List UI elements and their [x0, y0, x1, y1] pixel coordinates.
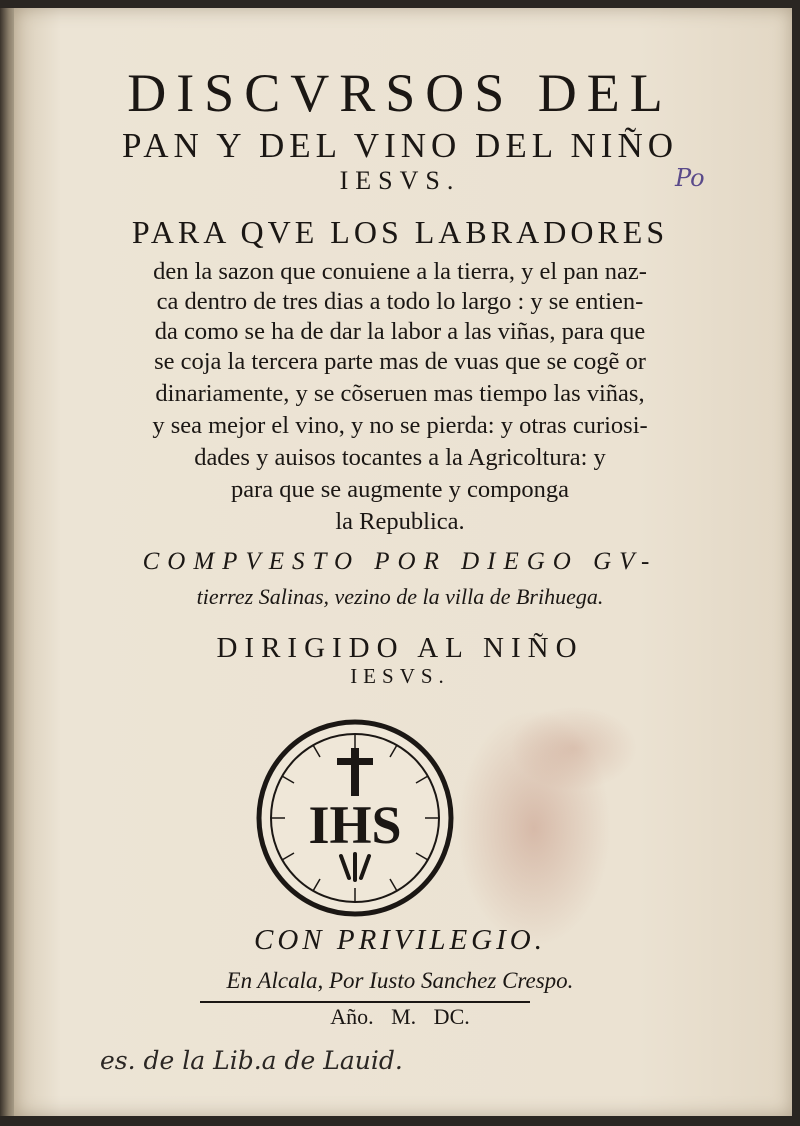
dedication-line-2: IESVS.	[350, 664, 450, 688]
imprint-year: Año. M. DC.	[330, 1004, 470, 1029]
body-line: y sea mejor el vino, y no se pierda: y otras curiosi-	[152, 412, 648, 439]
body-line: dades y auisos tocantes a la Agricoltura: y	[194, 444, 606, 471]
body-line: se coja la tercera parte mas de vuas que se cogẽ or	[154, 348, 646, 375]
body-line: da como se ha de dar la labor a las viñas, para que	[154, 318, 646, 345]
body-line: den la sazon que conuiene a la tierra, y el pan naz-	[153, 258, 647, 285]
margin-annotation: Po	[675, 164, 705, 192]
title-line-1: DISCVRSOS DEL	[127, 63, 673, 123]
handwritten-ownership-note: es. de la Lib.a de Lauid.	[100, 1046, 403, 1075]
imprint-rule	[200, 1001, 530, 1003]
title-line-3: IESVS.	[339, 166, 461, 195]
author-line-1: COMPVESTO POR DIEGO GV-	[142, 548, 658, 575]
imprint-place: En Alcala, Por Iusto Sanchez Crespo.	[226, 968, 574, 993]
body-line: la Republica.	[335, 508, 465, 535]
body-line: para que se augmente y componga	[230, 476, 570, 503]
body-line: dinariamente, y se cõseruen mas tiempo las viñas,	[155, 380, 645, 407]
author-line-2: tierrez Salinas, vezino de la villa de Brihuega.	[196, 584, 604, 609]
ihs-seal-emblem	[255, 718, 455, 918]
subtitle-caps: PARA QVE LOS LABRADORES	[131, 214, 669, 250]
ihs-monogram: IHS	[308, 795, 402, 855]
privilege-line: CON PRIVILEGIO.	[254, 924, 546, 956]
title-line-2: PAN Y DEL VINO DEL NIÑO	[121, 126, 679, 165]
body-line: ca dentro de tres dias a todo lo largo : y se entien-	[156, 288, 644, 315]
dedication-line-1: DIRIGIDO AL NIÑO	[216, 632, 584, 664]
